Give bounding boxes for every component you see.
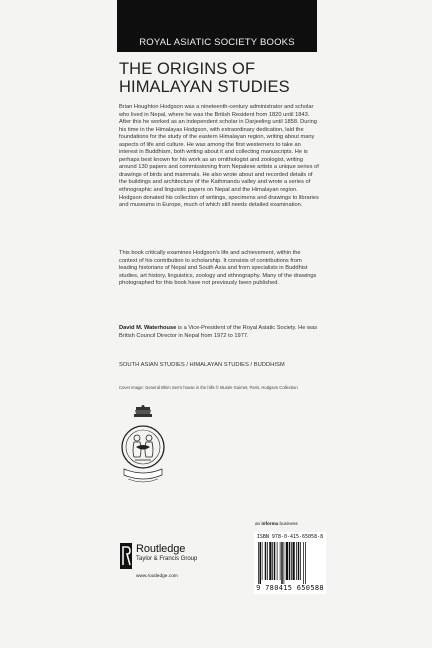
informa-brand: informa xyxy=(261,521,279,526)
publisher-name: Routledge xyxy=(136,543,186,555)
royal-asiatic-society-seal-icon xyxy=(120,405,166,495)
series-name: ROYAL ASIATIC SOCIETY BOOKS xyxy=(139,37,295,48)
series-band xyxy=(117,0,317,52)
editor-name: David M. Waterhouse xyxy=(119,325,177,331)
informa-prefix: an xyxy=(255,521,262,526)
barcode-bar xyxy=(296,542,297,580)
barcode-bar xyxy=(267,542,268,580)
cover-credit: Cover image: General Bhim Sen's house in the hills © Musée Guimet, Paris, Hodgson Collection xyxy=(119,385,298,390)
barcode-bar xyxy=(280,542,281,580)
routledge-logo-icon xyxy=(120,543,132,569)
publisher-url: www.routledge.com xyxy=(136,574,178,579)
editor-bio-text: is a Vice-President of the Royal Asiatic Society. He was British Council Director in Nepal from 1972 to 1977. xyxy=(119,325,318,339)
publisher-group: Taylor & Francis Group xyxy=(136,556,198,562)
title-line-2: HIMALAYAN STUDIES xyxy=(119,78,290,96)
barcode-bar xyxy=(289,542,291,580)
barcode-bar xyxy=(265,542,267,580)
book-title xyxy=(119,60,319,96)
barcode-bar xyxy=(286,542,288,580)
barcode-bar xyxy=(277,542,278,580)
barcode-bar xyxy=(293,542,295,580)
barcode-bar xyxy=(300,542,301,580)
informa-suffix: business xyxy=(278,521,298,526)
title-line-1: THE ORIGINS OF xyxy=(119,60,256,78)
routledge-logo xyxy=(120,543,220,583)
barcode-bar xyxy=(305,542,306,584)
barcode-bar xyxy=(298,542,300,580)
barcode-bar xyxy=(272,542,273,580)
blurb-paragraph-2: This book critically examines Hodgson's life and achievement, within the context of his contribution to scholarship. It consists of contributions from leading historians of Nepal and South Asia and from specialists in Buddhist studies, art history, linguistics, zoology and ethnography. Many of the drawings photographed for this book have not previously been published. xyxy=(119,250,317,287)
editor-bio xyxy=(119,325,319,340)
informa-business-tag xyxy=(255,521,298,526)
isbn-text: ISBN 978-0-415-65058-8 xyxy=(256,534,324,540)
barcode-bar xyxy=(291,542,292,580)
blurb-paragraph-1: Brian Houghton Hodgson was a nineteenth-century administrator and scholar who lived in Nepal, where he was the British Resident from 1820 until 1843. After this he worked as an independent scholar in Darjeeling until 1858. During his time in the Himalayas Hodgson, with extraordinary dedication, laid the foundations for the study of the eastern Himalayan region, writing about many aspects of life and culture. He was among the first westerners to take an interest in Buddhism, both writing about it and collecting manuscripts. He is perhaps best known for his work as an ornithologist and zoologist, writing around 130 papers and commissioning from Nepalese artists a unique series of drawings of birds and mammals. He also wrote about and recorded details of the buildings and architecture of the Kathmandu valley and wrote a series of ethnographic and linguistic papers on Nepal and the Himalayan region. Hodgson donated his collection of writings, specimens and drawings to libraries and museums in Europe, much of which still needs detailed examination. xyxy=(119,104,319,209)
barcode-bar xyxy=(258,542,259,584)
barcode-bar xyxy=(274,542,276,580)
barcode-block xyxy=(254,532,326,594)
barcode-bar xyxy=(303,542,304,584)
barcode-digits: 9 780415 650588 xyxy=(256,584,324,592)
barcode-bar xyxy=(260,542,262,584)
barcode-icon xyxy=(258,542,322,584)
barcode-bar xyxy=(281,542,283,584)
barcode-bar xyxy=(269,542,271,580)
barcode-bar xyxy=(284,542,285,584)
subject-categories: SOUTH ASIAN STUDIES / HIMALAYAN STUDIES / BUDDHISM xyxy=(119,362,285,368)
barcode-bar xyxy=(262,542,263,580)
